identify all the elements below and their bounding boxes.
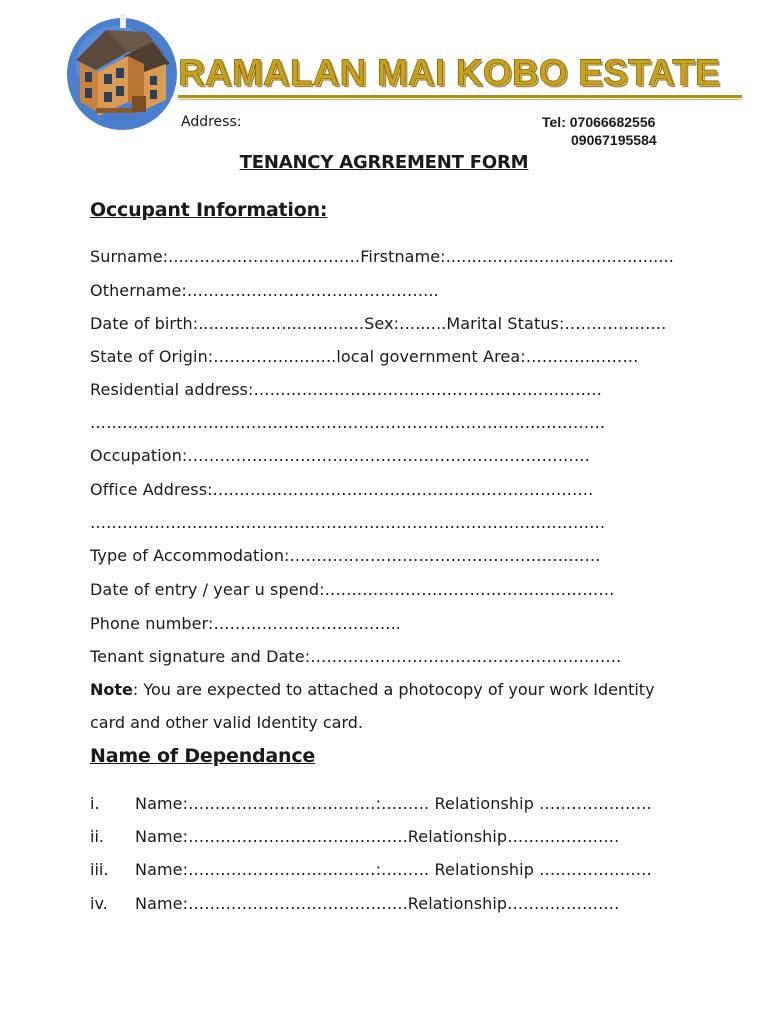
dependance-heading: Name of Dependance — [90, 745, 316, 767]
occupant-heading: Occupant Information: — [90, 199, 328, 221]
dob-sex-marital-line: Date of birth:................................Sex:…......Marital Status:………………. — [90, 314, 667, 333]
dependant-number: iv. — [90, 894, 108, 913]
dependant-entry: Name:…………………………………..Relationship……..…………. — [135, 894, 620, 913]
dependant-number: iii. — [90, 860, 109, 879]
residential-address-line: Residential address:……………………………………………….………. — [90, 380, 602, 399]
othername-line: Othername:……………………………………….. — [90, 281, 439, 300]
header-rule — [178, 95, 742, 98]
phone-number-line: Phone number:…………………………….. — [90, 614, 401, 633]
tel-line-2: 09067195584 — [571, 132, 657, 148]
note-text: : You are expected to attached a photocopy of your work Identity card and other valid Identity card. — [90, 680, 655, 732]
estate-logo — [66, 12, 178, 130]
signature-date-line: Tenant signature and Date:…………………………………………………. — [90, 647, 622, 666]
address-label: Address: — [181, 114, 242, 130]
tel-line-1: Tel: 07066682556 — [542, 114, 656, 130]
dependant-entry: Name:…………………………………..Relationship……..…………. — [135, 827, 620, 846]
note-label: Note — [90, 680, 133, 699]
house-logo-icon — [66, 12, 178, 130]
residential-address-continuation: …………………………………………………………………………………… — [90, 413, 606, 432]
state-lga-line: State of Origin:…………………..local government Area:………………… — [90, 347, 639, 366]
form-title: TENANCY AGRREMENT FORM — [239, 152, 529, 173]
note-paragraph — [90, 673, 690, 739]
dependant-number: i. — [90, 794, 100, 813]
office-address-continuation: …………………………………………………………………………………… — [90, 513, 606, 532]
dependant-entry: Name:………………………..……:……… Relationship ………………… — [135, 860, 652, 879]
surname-firstname-line: Surname:......…………………………Firstname:............................................ — [90, 247, 674, 266]
office-address-line: Office Address:.……………………………………………………………. — [90, 480, 594, 499]
telephone-block — [542, 113, 657, 149]
dependant-number: ii. — [90, 827, 104, 846]
header-rule-thin — [178, 99, 742, 100]
dependant-entry: Name:………………………..……:……… Relationship ………………… — [135, 794, 652, 813]
accommodation-type-line: Type of Accommodation:…………………………….…………………… — [90, 546, 601, 565]
date-of-entry-line: Date of entry / year u spend:……………………………………………… — [90, 580, 615, 599]
occupation-line: Occupation:………………………………………………………………… — [90, 446, 590, 465]
estate-name: RAMALAN MAI KOBO ESTATE — [178, 52, 720, 93]
